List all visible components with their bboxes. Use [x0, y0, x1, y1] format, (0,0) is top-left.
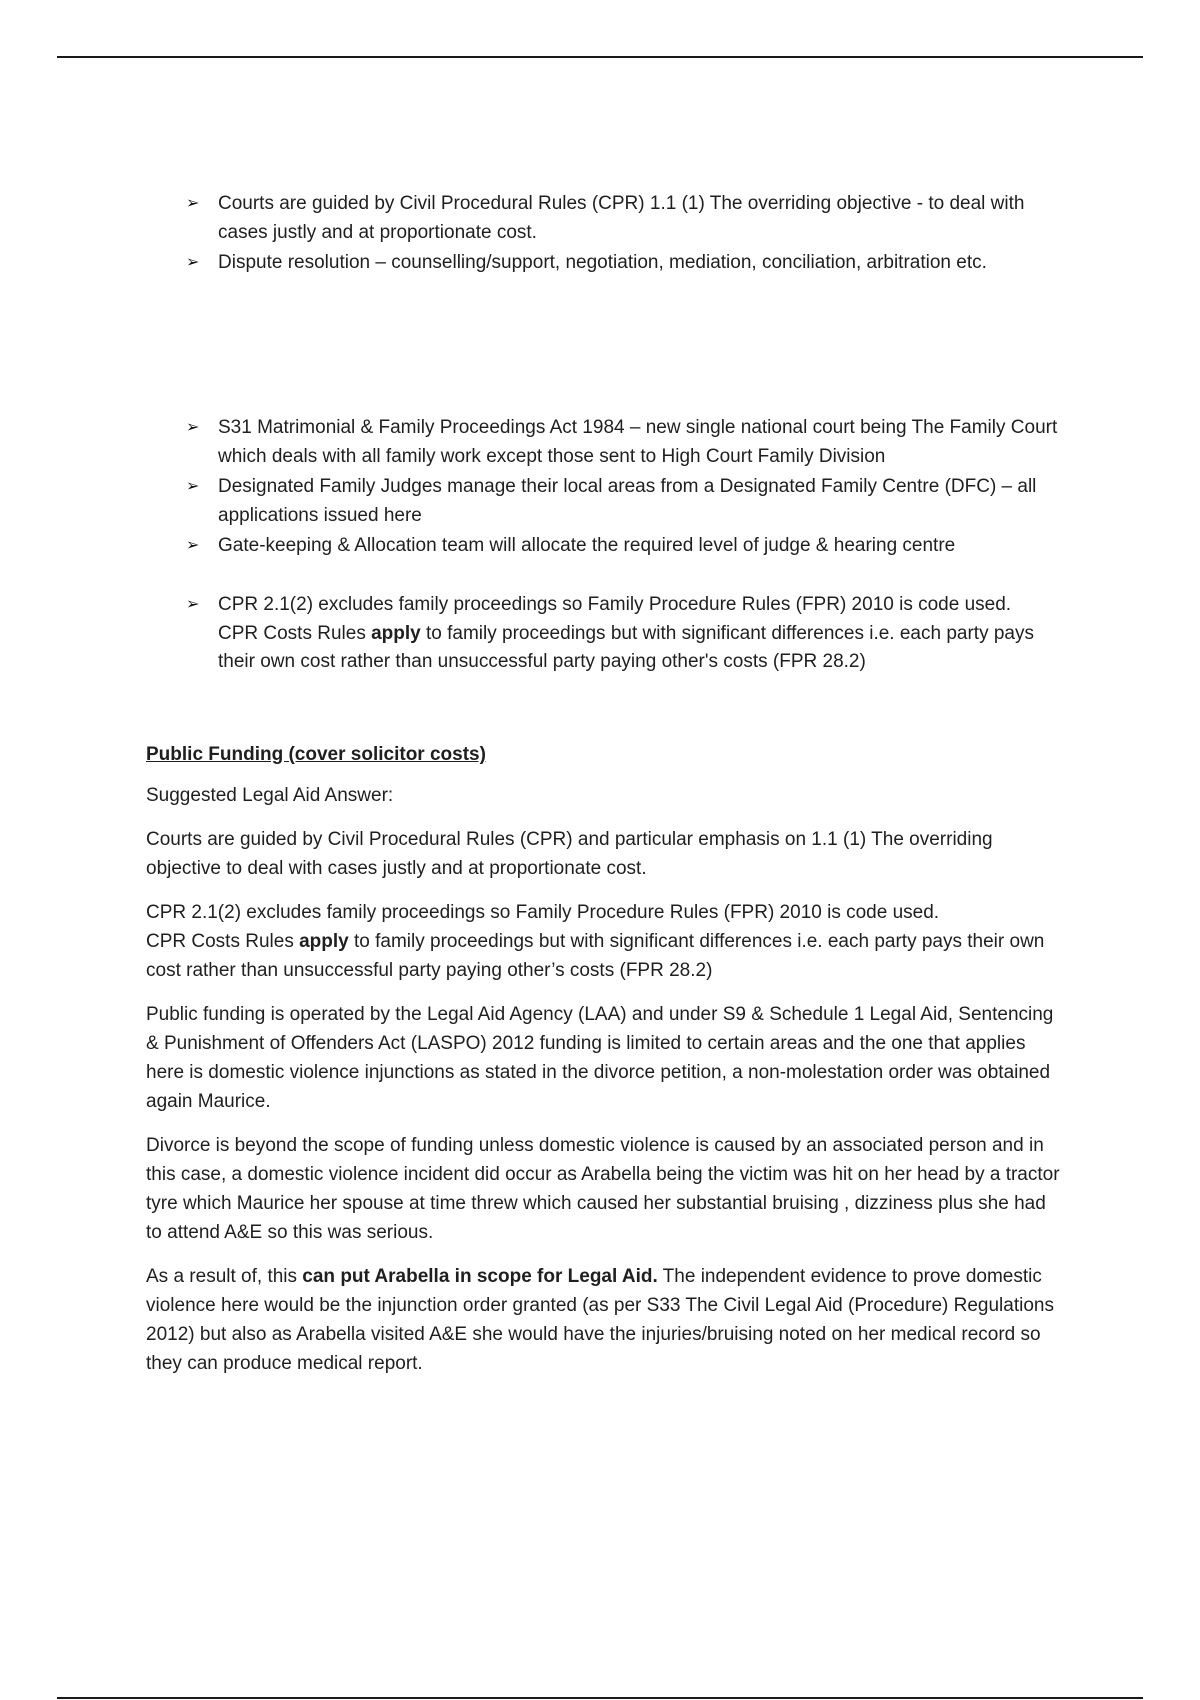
- arrow-bullet-icon: ➢: [186, 195, 200, 212]
- list-item: ➢ S31 Matrimonial & Family Proceedings Act 1984 – new single national court being The Family Court which deals with all family work except those sent to High Court Family Division: [186, 414, 1066, 471]
- list-item: ➢ CPR 2.1(2) excludes family proceedings so Family Procedure Rules (FPR) 2010 is code used. CPR Costs Rules apply to family proceedings but with significant differences i.e. each party pays their own cost rather than unsuccessful party paying other's costs (FPR 28.2): [186, 591, 1066, 677]
- paragraph-divorce: Divorce is beyond the scope of funding unless domestic violence is caused by an associated person and in this case, a domestic violence incident did occur as Arabella being the victim was hit on her head by a tractor tyre which Maurice her spouse at time threw which caused her substantial bruising , dizziness plus she had to attend A&E so this was serious.: [146, 1135, 1060, 1243]
- list-item: ➢ Dispute resolution – counselling/support, negotiation, mediation, conciliation, arbitration etc.: [186, 249, 1066, 278]
- list-item: ➢ Gate-keeping & Allocation team will allocate the required level of judge & hearing centre: [186, 532, 1066, 561]
- paragraph-laa: Public funding is operated by the Legal Aid Agency (LAA) and under S9 & Schedule 1 Legal Aid, Sentencing & Punishment of Offenders Act (LASPO) 2012 funding is limited to certain areas and the one that applies here is domestic violence injunctions as stated in the divorce petition, a non-molestation order was obtained again Maurice.: [146, 1004, 1054, 1112]
- arrow-bullet-icon: ➢: [186, 478, 200, 495]
- paragraph-conclusion: As a result of, this can put Arabella in scope for Legal Aid. The independent evidence to prove domestic violence here would be the injunction order granted (as per S33 The Civil Legal Aid (Procedure) Regulations 2012) but also as Arabella visited A&E she would have the injuries/bruising noted on her medical record so they can produce medical report.: [146, 1266, 1054, 1374]
- header-rule: [57, 56, 1143, 58]
- list-item: ➢ Designated Family Judges manage their local areas from a Designated Family Centre (DFC) – all applications issued here: [186, 473, 1066, 530]
- arrow-bullet-icon: ➢: [186, 419, 200, 436]
- paragraph-fpr: CPR 2.1(2) excludes family proceedings so Family Procedure Rules (FPR) 2010 is code used. CPR Costs Rules apply to family proceedings but with significant differences i.e. each party pays their own cost rather than unsuccessful party paying other’s costs (FPR 28.2): [146, 902, 1045, 981]
- arrow-bullet-icon: ➢: [186, 254, 200, 271]
- public-funding-section: [146, 740, 1066, 1393]
- arrow-bullet-icon: ➢: [186, 537, 200, 554]
- intro-paragraph: Suggested Legal Aid Answer:: [146, 785, 394, 806]
- bullet-list-2: [186, 414, 1066, 563]
- footer-rule: [57, 1697, 1143, 1699]
- arrow-bullet-icon: ➢: [186, 596, 200, 613]
- bullet-list-3: [186, 591, 1066, 679]
- section-heading: Public Funding (cover solicitor costs): [146, 744, 486, 765]
- list-item: ➢ Courts are guided by Civil Procedural Rules (CPR) 1.1 (1) The overriding objective - to deal with cases justly and at proportionate cost.: [186, 190, 1066, 247]
- bullet-list-1: [186, 190, 1066, 280]
- paragraph-cpr: Courts are guided by Civil Procedural Rules (CPR) and particular emphasis on 1.1 (1) The overriding objective to deal with cases justly and at proportionate cost.: [146, 829, 993, 879]
